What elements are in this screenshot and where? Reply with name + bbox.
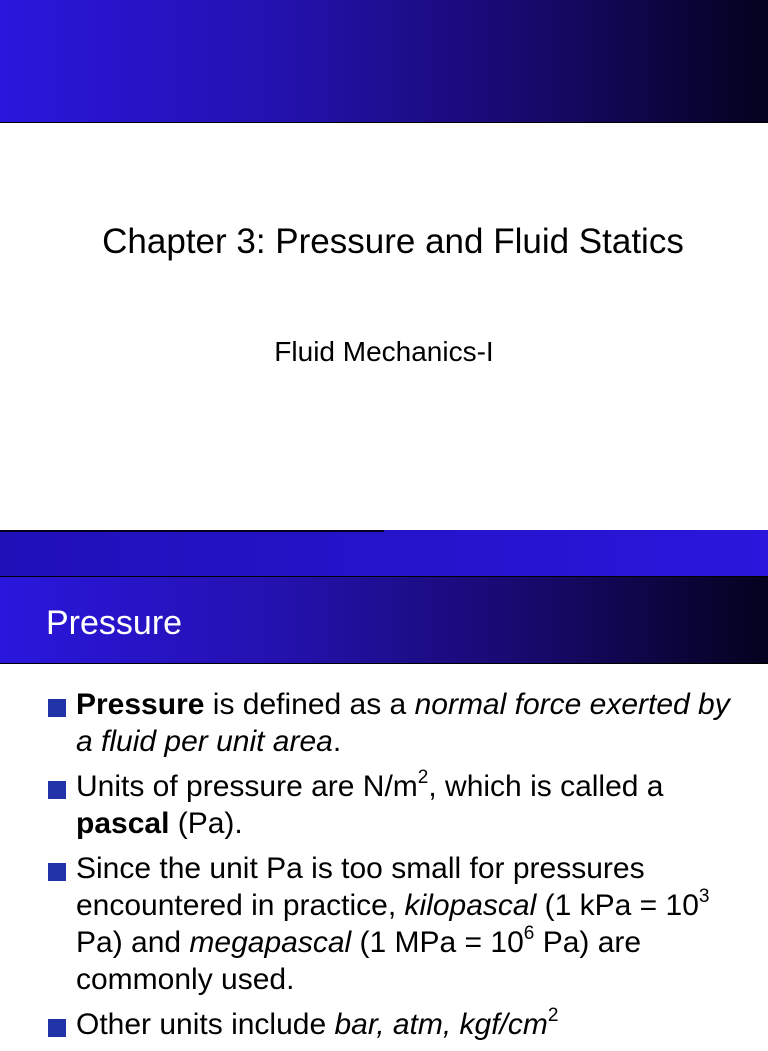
text-italic: normal force exerted by a fluid per unit area bbox=[76, 688, 730, 758]
header-banner bbox=[0, 0, 768, 123]
bullet-list bbox=[46, 686, 746, 1051]
text: , which is called a bbox=[428, 770, 664, 803]
square-bullet-icon bbox=[48, 1019, 66, 1037]
term-bold: pascal bbox=[76, 807, 170, 840]
text: Units of pressure are N/m bbox=[76, 770, 418, 803]
text: Pa) and bbox=[76, 926, 190, 959]
bullet-item bbox=[46, 1006, 746, 1043]
bullet-item bbox=[46, 686, 746, 760]
term-bold: Pressure bbox=[76, 688, 205, 721]
slide-title: Chapter 3: Pressure and Fluid Statics bbox=[102, 222, 684, 261]
text: is defined as a bbox=[204, 688, 415, 721]
text: Other units include bbox=[76, 1008, 335, 1041]
slide-title: Pressure bbox=[46, 604, 183, 642]
header-banner bbox=[0, 576, 768, 664]
superscript: 2 bbox=[547, 1005, 559, 1026]
bullet-item bbox=[46, 768, 746, 842]
pressure-slide bbox=[0, 530, 768, 1041]
bullet-item bbox=[46, 850, 746, 998]
superscript: 6 bbox=[523, 923, 535, 944]
text: . bbox=[332, 725, 342, 758]
text: (1 kPa = 10 bbox=[536, 889, 699, 922]
square-bullet-icon bbox=[48, 863, 66, 881]
text-italic: kilopascal bbox=[404, 889, 537, 922]
square-bullet-icon bbox=[48, 699, 66, 717]
text-italic: megapascal bbox=[189, 926, 352, 959]
text-italic: bar, atm, kgf/cm bbox=[334, 1008, 548, 1041]
slide-subtitle: Fluid Mechanics-I bbox=[274, 336, 494, 367]
text: (1 MPa = 10 bbox=[351, 926, 524, 959]
superscript: 2 bbox=[417, 767, 429, 788]
text: Pa) are commonly used. bbox=[76, 926, 642, 996]
top-strip bbox=[0, 530, 768, 576]
superscript: 3 bbox=[698, 886, 710, 907]
text: (Pa). bbox=[169, 807, 243, 840]
square-bullet-icon bbox=[48, 781, 66, 799]
text: Since the unit Pa is too small for pressures encountered in practice, bbox=[76, 852, 645, 922]
strip-divider bbox=[0, 530, 384, 532]
